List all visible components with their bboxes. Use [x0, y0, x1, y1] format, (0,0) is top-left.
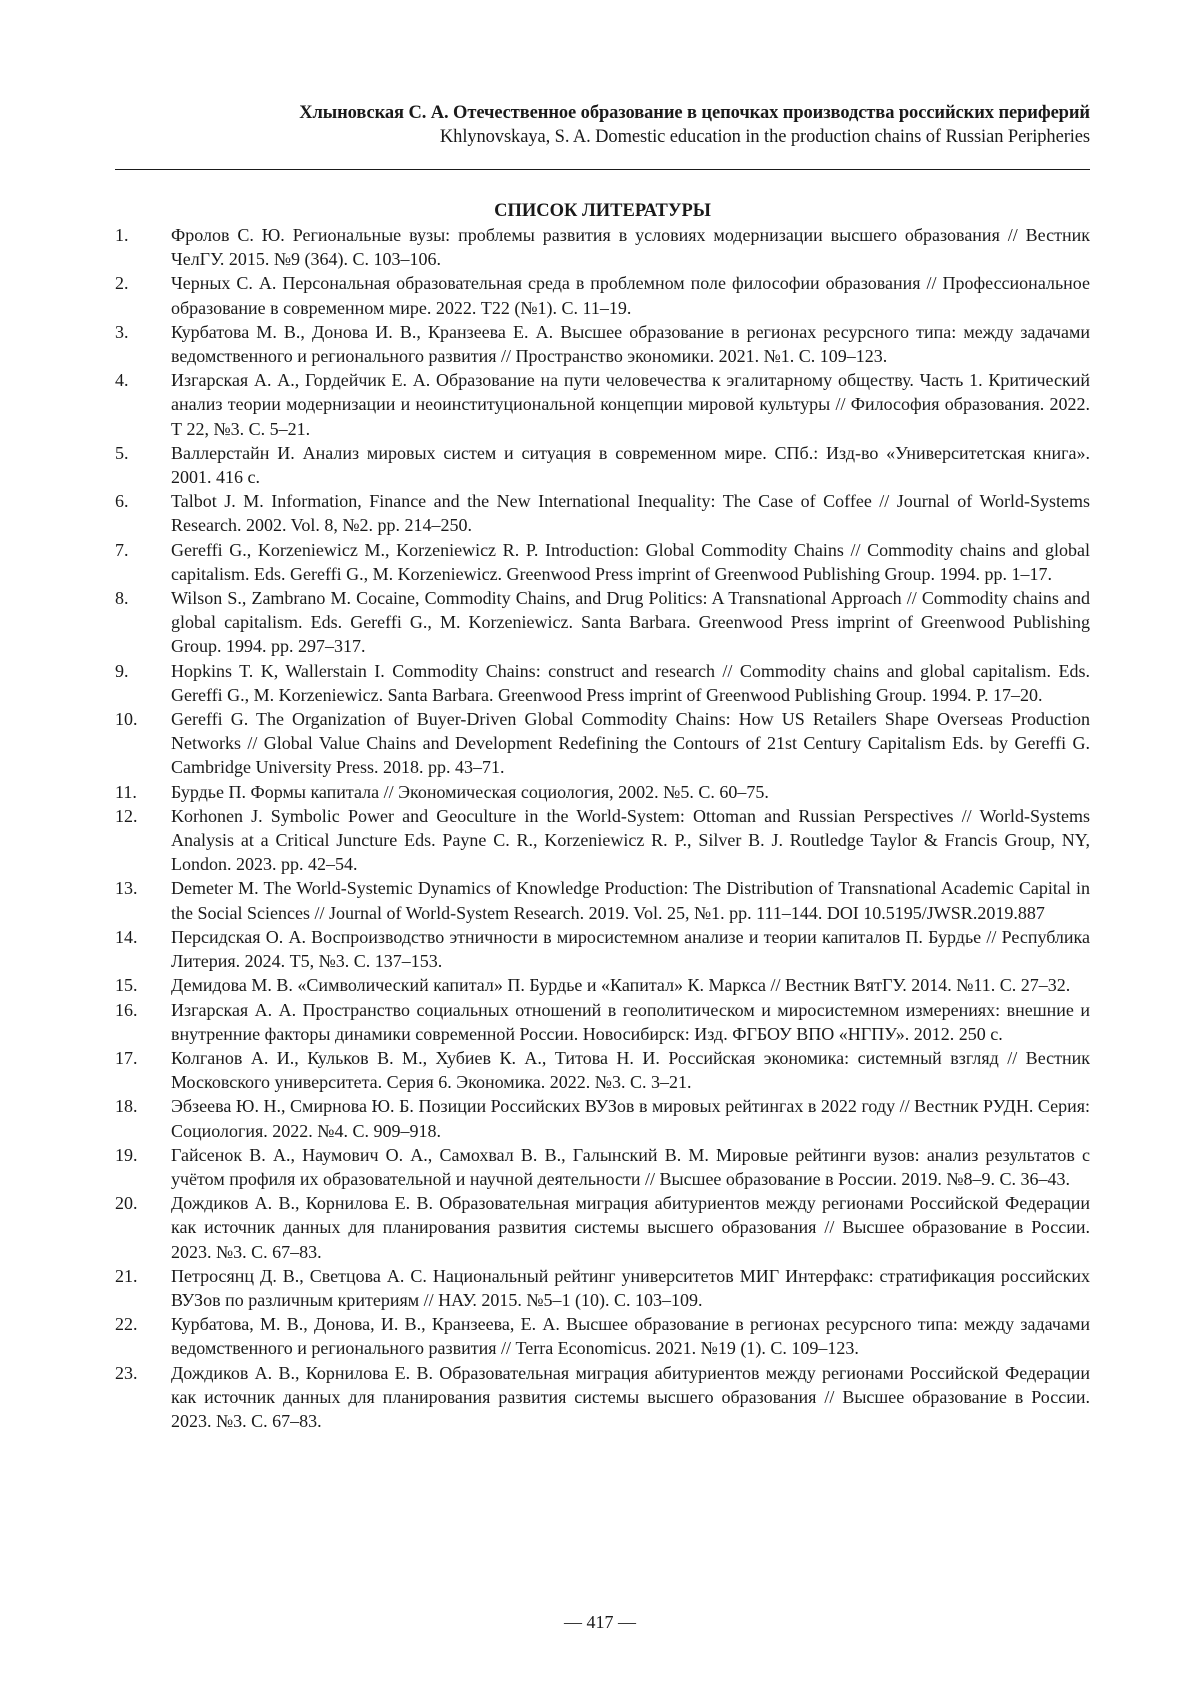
reference-item: [115, 320, 1090, 368]
reference-number: 20.: [115, 1191, 171, 1264]
reference-text: Черных С. А. Персональная образовательная среда в проблемном поле философии образования // Профессиональное образование в современном мире. 2022. Т22 (№1). С. 11–19.: [171, 271, 1090, 319]
reference-item: [115, 1143, 1090, 1191]
reference-number: 11.: [115, 780, 171, 804]
reference-item: [115, 998, 1090, 1046]
running-head-title-en: Khlynovskaya, S. A. Domestic education in the production chains of Russian Peripheries: [115, 125, 1090, 149]
reference-text: Wilson S., Zambrano M. Cocaine, Commodity Chains, and Drug Politics: A Transnational Approach // Commodity chains and global capitalism. Eds. Gereffi G., M. Korzeniewicz. Santa Barbara. Greenwood Press imprint of Greenwood Publishing Group. 1994. pp. 297–317.: [171, 586, 1090, 659]
reference-number: 15.: [115, 973, 171, 997]
reference-list: [115, 223, 1090, 1433]
reference-text: Эбзеева Ю. Н., Смирнова Ю. Б. Позиции Российских ВУЗов в мировых рейтингах в 2022 году // Вестник РУДН. Серия: Социология. 2022. №4. С. 909–918.: [171, 1094, 1090, 1142]
reference-item: [115, 538, 1090, 586]
running-head-title-ru: Хлыновская С. А. Отечественное образование в цепочках производства российских периферий: [115, 101, 1090, 125]
reference-number: 6.: [115, 489, 171, 537]
reference-item: [115, 707, 1090, 780]
reference-item: [115, 1191, 1090, 1264]
reference-item: [115, 586, 1090, 659]
reference-number: 12.: [115, 804, 171, 877]
reference-item: [115, 1094, 1090, 1142]
reference-item: [115, 489, 1090, 537]
reference-text: Демидова М. В. «Символический капитал» П. Бурдье и «Капитал» К. Маркса // Вестник ВятГУ. 2014. №11. С. 27–32.: [171, 973, 1090, 997]
reference-item: [115, 441, 1090, 489]
reference-item: [115, 780, 1090, 804]
reference-number: 17.: [115, 1046, 171, 1094]
reference-number: 10.: [115, 707, 171, 780]
reference-item: [115, 876, 1090, 924]
reference-item: [115, 659, 1090, 707]
reference-text: Фролов С. Ю. Региональные вузы: проблемы развития в условиях модернизации высшего образования // Вестник ЧелГУ. 2015. №9 (364). С. 103–106.: [171, 223, 1090, 271]
reference-number: 7.: [115, 538, 171, 586]
reference-number: 22.: [115, 1312, 171, 1360]
page-number: — 417 —: [0, 1611, 1200, 1633]
reference-text: Гайсенок В. А., Наумович О. А., Самохвал В. В., Галынский В. М. Мировые рейтинги вузов: анализ результатов с учётом профиля их образовательной и научной деятельности // Высшее образование в России. 2019. №8–9. С. 36–43.: [171, 1143, 1090, 1191]
reference-item: [115, 271, 1090, 319]
reference-text: Talbot J. M. Information, Finance and the New International Inequality: The Case of Coffee // Journal of World-Systems Research. 2002. Vol. 8, №2. pp. 214–250.: [171, 489, 1090, 537]
references-heading: СПИСОК ЛИТЕРАТУРЫ: [115, 199, 1090, 223]
reference-number: 8.: [115, 586, 171, 659]
reference-text: Demeter M. The World-Systemic Dynamics of Knowledge Production: The Distribution of Transnational Academic Capital in the Social Sciences // Journal of World-System Research. 2019. Vol. 25, №1. pp. 111–144. DOI 10.5195/JWSR.2019.887: [171, 876, 1090, 924]
reference-text: Изгарская А. А. Пространство социальных отношений в геополитическом и миросистемном измерениях: внешние и внутренние факторы динамики современной России. Новосибирск: Изд. ФГБОУ ВПО «НГПУ». 2012. 250 с.: [171, 998, 1090, 1046]
reference-text: Hopkins T. K, Wallerstain I. Commodity Chains: construct and research // Commodity chains and global capitalism. Eds. Gereffi G., M. Korzeniewicz. Santa Barbara. Greenwood Press imprint of Greenwood Publishing Group. 1994. P. 17–20.: [171, 659, 1090, 707]
header-divider: [115, 169, 1090, 170]
reference-number: 23.: [115, 1361, 171, 1434]
reference-text: Петросянц Д. В., Светцова А. С. Национальный рейтинг университетов МИГ Интерфакс: стратификация российских ВУЗов по различным критериям // НАУ. 2015. №5–1 (10). С. 103–109.: [171, 1264, 1090, 1312]
reference-item: [115, 804, 1090, 877]
document-page: [0, 0, 1200, 1697]
reference-text: Курбатова М. В., Донова И. В., Кранзеева Е. А. Высшее образование в регионах ресурсного типа: между задачами ведомственного и регионального развития // Пространство экономики. 2021. №1. С. 109–123.: [171, 320, 1090, 368]
running-head: [115, 101, 1090, 149]
reference-number: 13.: [115, 876, 171, 924]
reference-item: [115, 223, 1090, 271]
reference-item: [115, 1312, 1090, 1360]
reference-text: Изгарская А. А., Гордейчик Е. А. Образование на пути человечества к эгалитарному обществу. Часть 1. Критический анализ теории модернизации и неоинституциональной концепции мировой культуры // Философия образования. 2022. Т 22, №3. С. 5–21.: [171, 368, 1090, 441]
reference-text: Gereffi G. The Organization of Buyer-Driven Global Commodity Chains: How US Retailers Shape Overseas Production Networks // Global Value Chains and Development Redefining the Contours of 21st Century Capitalism Eds. by Gereffi G. Cambridge University Press. 2018. pp. 43–71.: [171, 707, 1090, 780]
reference-text: Gereffi G., Korzeniewicz M., Korzeniewicz R. P. Introduction: Global Commodity Chains // Commodity chains and global capitalism. Eds. Gereffi G., M. Korzeniewicz. Greenwood Press imprint of Greenwood Publishing Group. 1994. pp. 1–17.: [171, 538, 1090, 586]
reference-number: 16.: [115, 998, 171, 1046]
reference-number: 21.: [115, 1264, 171, 1312]
reference-number: 4.: [115, 368, 171, 441]
reference-number: 1.: [115, 223, 171, 271]
reference-number: 14.: [115, 925, 171, 973]
reference-number: 9.: [115, 659, 171, 707]
reference-item: [115, 368, 1090, 441]
reference-number: 18.: [115, 1094, 171, 1142]
reference-item: [115, 973, 1090, 997]
reference-number: 19.: [115, 1143, 171, 1191]
reference-text: Дождиков А. В., Корнилова Е. В. Образовательная миграция абитуриентов между регионами Российской Федерации как источник данных для планирования развития системы высшего образования // Высшее образование в России. 2023. №3. С. 67–83.: [171, 1361, 1090, 1434]
reference-text: Персидская О. А. Воспроизводство этничности в миросистемном анализе и теории капиталов П. Бурдье // Республика Литерия. 2024. Т5, №3. С. 137–153.: [171, 925, 1090, 973]
reference-text: Дождиков А. В., Корнилова Е. В. Образовательная миграция абитуриентов между регионами Российской Федерации как источник данных для планирования развития системы высшего образования // Высшее образование в России. 2023. №3. С. 67–83.: [171, 1191, 1090, 1264]
reference-number: 3.: [115, 320, 171, 368]
reference-number: 2.: [115, 271, 171, 319]
reference-item: [115, 1046, 1090, 1094]
reference-item: [115, 925, 1090, 973]
reference-text: Korhonen J. Symbolic Power and Geoculture in the World-System: Ottoman and Russian Perspectives // World-Systems Analysis at a Critical Juncture Eds. Payne C. R., Korzeniewicz R. P., Silver B. J. Routledge Taylor & Francis Group, NY, London. 2023. pp. 42–54.: [171, 804, 1090, 877]
reference-text: Колганов А. И., Кульков В. М., Хубиев К. А., Титова Н. И. Российская экономика: системный взгляд // Вестник Московского университета. Серия 6. Экономика. 2022. №3. С. 3–21.: [171, 1046, 1090, 1094]
reference-item: [115, 1361, 1090, 1434]
reference-text: Бурдье П. Формы капитала // Экономическая социология, 2002. №5. С. 60–75.: [171, 780, 1090, 804]
reference-item: [115, 1264, 1090, 1312]
reference-number: 5.: [115, 441, 171, 489]
reference-text: Курбатова, М. В., Донова, И. В., Кранзеева, Е. А. Высшее образование в регионах ресурсного типа: между задачами ведомственного и регионального развития // Terra Economicus. 2021. №19 (1). С. 109–123.: [171, 1312, 1090, 1360]
reference-text: Валлерстайн И. Анализ мировых систем и ситуация в современном мире. СПб.: Изд-во «Университетская книга». 2001. 416 с.: [171, 441, 1090, 489]
